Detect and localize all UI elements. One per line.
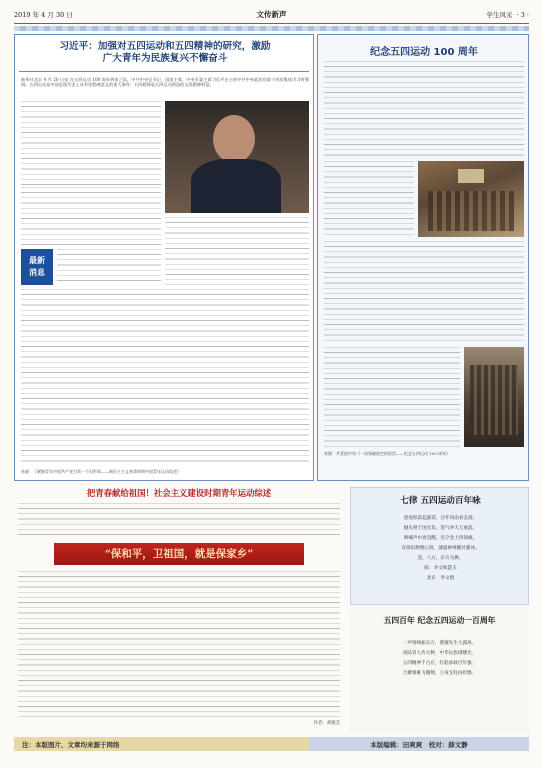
article-left <box>14 34 314 481</box>
poem2-lines <box>356 639 523 679</box>
latest-news-badge <box>21 249 53 285</box>
text-column <box>18 503 340 539</box>
article-left-title-line1: 习近平：加强对五四运动和五四精神的研究，激励 <box>59 41 271 52</box>
text-column <box>165 217 309 285</box>
text-column <box>324 347 460 447</box>
poem2-box <box>350 609 529 733</box>
poem-box <box>350 487 529 605</box>
text-column <box>21 289 309 465</box>
poem-line: 北京 李文娟 <box>426 576 455 581</box>
article-bottom-author: 作者：胡媛芸 <box>313 721 340 726</box>
text-column <box>324 61 524 159</box>
poem-line: 陈：李文和慧玉 <box>424 566 457 571</box>
text-column <box>21 187 161 247</box>
poem-line: 呐喊声中再觉醒，迟夕念上四领旗。 <box>403 536 478 541</box>
poem-line: 黑夜惊雷起霹雳，百年风雨看弘扬。 <box>403 516 478 521</box>
text-column <box>18 571 340 717</box>
poem-title: 七律 五四运动百年咏 <box>400 496 481 506</box>
poem2-line: 五四精神千古在，红船承载百年强。 <box>402 661 477 666</box>
badge-line2: 消息 <box>29 268 45 277</box>
article-right <box>317 34 529 481</box>
page-header <box>14 6 529 24</box>
poem2-line: 一声炮响振东方，德赛先生大露扬。 <box>402 641 477 646</box>
photo-head <box>213 115 255 163</box>
poem2-line: 合聚雏雁飞翱翔，立身支柱再担缰。 <box>402 671 477 676</box>
text-column <box>324 241 524 343</box>
badge-line1: 最新 <box>29 256 45 265</box>
historic-painting <box>418 161 524 237</box>
slogan-banner: “保和平，卫祖国，就是保家乡” <box>54 543 304 565</box>
article-bottom-title: 把青春献给祖国！社会主义建设时期青年运动综述 <box>86 488 272 498</box>
article-left-title-line2: 广大青年为民族复兴不懈奋斗 <box>102 53 228 64</box>
poem-lines <box>357 514 524 584</box>
poem2-title: 五四百年 纪念五四运动一百周年 <box>383 616 496 625</box>
footer-note: 注：本版图片、文章均来源于网络 <box>14 737 309 751</box>
paper-name: 文传新声 <box>256 10 287 19</box>
issue-date: 2019 年 4 月 30 日 <box>14 11 73 19</box>
page-number: · 3 · <box>516 11 529 19</box>
article-left-source: 来源：《紧握青年中国共产党引领一个旧世界——新民主主义革命时期中国青年运动综述》 <box>21 469 181 474</box>
article-right-source: 来源：共青团中央《一场划破夜空的惊雷——纪念五四运动 100 周年》 <box>324 451 451 456</box>
poem-line: 活，八方，东方为舞。 <box>417 556 464 561</box>
article-right-title: 纪念五四运动 100 周年 <box>370 47 478 58</box>
decorative-ribbon <box>14 26 529 31</box>
photo-body <box>191 159 281 213</box>
crowd-figures <box>428 191 514 231</box>
photo-figures <box>470 365 518 435</box>
leader-photo <box>165 101 309 213</box>
poem-line: 抛头颅于国无负，怒气冲天万重浪。 <box>403 526 478 531</box>
article-left-intro: 新华社北京 4 月 20 日电 在五四运动 100 周年到来之际，中共中央总书记、国家主席、中央军委主席习近平在主持中共中央政治局第十四次集体学习时强调，五四运动是中国近现代史上具有里程碑意义的重大事件，五四精神是五四运动创造的宝贵精神财富。 <box>21 77 309 88</box>
article-bottom <box>14 487 344 733</box>
poem2-line: 南陆青人传火种，中华民族现曙光。 <box>402 651 477 656</box>
divider <box>19 71 309 72</box>
text-column <box>324 161 414 237</box>
section-name: 学生风采 <box>486 11 513 19</box>
historic-photo <box>464 347 524 447</box>
poem-line: 宣扬旧颓便心境，薄盛神州醒对强冰。 <box>401 546 480 551</box>
text-column <box>57 249 161 285</box>
banner-in-painting <box>458 169 484 183</box>
page-footer <box>14 737 529 751</box>
footer-editors: 本版编辑：田爽爽 校对：薛文静 <box>309 737 529 751</box>
text-column <box>21 101 161 185</box>
